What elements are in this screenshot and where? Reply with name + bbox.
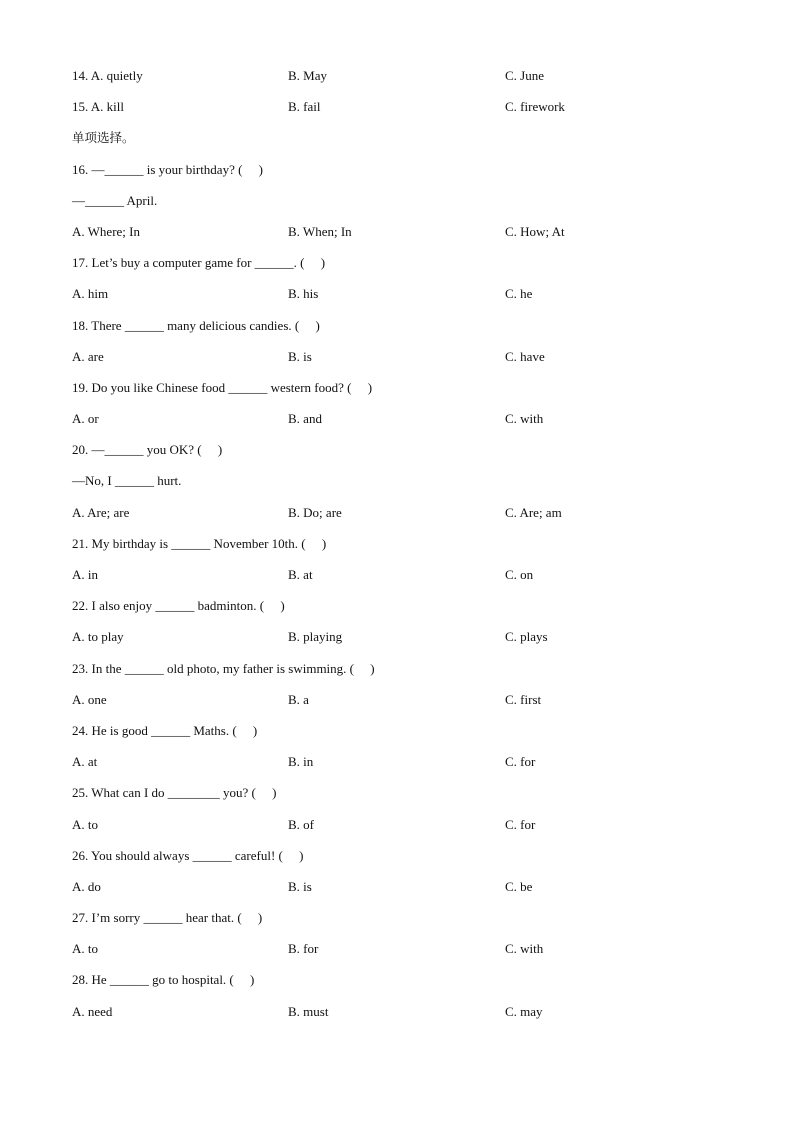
question-text: 20. —______ you OK? ( ) (72, 442, 223, 458)
question-text: 21. My birthday is ______ November 10th. ( ) (72, 535, 327, 551)
option-a: A. one (72, 691, 107, 707)
question-text: 19. Do you like Chinese food ______ western food? ( ) (72, 379, 373, 395)
question-line (72, 590, 732, 621)
options-row (72, 91, 732, 122)
question-line (72, 185, 732, 216)
question-line (72, 528, 732, 559)
option-c: C. with (505, 941, 544, 957)
worksheet-page (72, 60, 732, 1027)
question-text: 17. Let’s buy a computer game for ______. ( ) (72, 255, 326, 271)
options-row (72, 684, 732, 715)
question-line (72, 777, 732, 808)
option-a: A. Are; are (72, 504, 130, 520)
option-b: B. Do; are (288, 504, 342, 520)
option-b: B. at (288, 567, 313, 582)
option-c: C. June (505, 68, 544, 83)
option-b: B. playing (288, 629, 343, 645)
question-text: 24. He is good ______ Maths. ( ) (72, 722, 258, 738)
question-line (72, 247, 732, 278)
question-line (72, 653, 732, 684)
option-c: C. How; At (505, 223, 565, 239)
option-c: C. for (505, 816, 536, 832)
question-line (72, 840, 732, 871)
option-c: C. firework (505, 99, 565, 115)
option-c: C. on (505, 567, 534, 582)
option-c: C. may (505, 1003, 543, 1019)
option-a: A. to (72, 816, 98, 832)
option-b: B. for (288, 941, 319, 957)
options-row (72, 809, 732, 840)
option-a: A. are (72, 348, 104, 364)
options-row (72, 497, 732, 528)
option-a: A. in (72, 567, 98, 582)
option-b: B. and (288, 411, 322, 427)
question-text: —No, I ______ hurt. (72, 473, 182, 489)
option-a: A. at (72, 754, 98, 770)
option-b: B. fail (288, 99, 321, 115)
section-heading (72, 122, 732, 153)
question-text: 18. There ______ many delicious candies. ( ) (72, 317, 320, 333)
question-text: 16. —______ is your birthday? ( ) (72, 161, 264, 177)
option-b: B. in (288, 754, 314, 770)
option-b: B. is (288, 348, 312, 364)
option-b: B. must (288, 1003, 329, 1019)
question-text: —______ April. (72, 192, 158, 208)
options-row (72, 216, 732, 247)
option-b: B. When; In (288, 223, 352, 239)
options-row (72, 559, 732, 590)
options-row (72, 60, 732, 91)
options-row (72, 341, 732, 372)
options-row (72, 871, 732, 902)
options-row (72, 621, 732, 652)
option-b: B. of (288, 816, 314, 832)
option-a: A. do (72, 878, 101, 894)
options-row (72, 278, 732, 309)
option-a: A. to play (72, 629, 124, 645)
options-row (72, 933, 732, 964)
option-b: B. is (288, 878, 312, 894)
section-heading-text: 单项选择。 (72, 130, 135, 146)
option-c: C. have (505, 348, 545, 364)
question-line (72, 434, 732, 465)
question-line (72, 902, 732, 933)
options-row (72, 746, 732, 777)
option-c: C. first (505, 691, 542, 707)
option-c: C. for (505, 754, 536, 770)
question-line (72, 154, 732, 185)
option-a: A. to (72, 941, 98, 957)
question-line (72, 964, 732, 995)
option-c: C. he (505, 286, 533, 302)
option-a: 15. A. kill (72, 99, 125, 115)
question-text: 28. He ______ go to hospital. ( ) (72, 972, 255, 988)
question-text: 27. I’m sorry ______ hear that. ( ) (72, 910, 263, 926)
question-line (72, 310, 732, 341)
question-text: 25. What can I do ________ you? ( ) (72, 785, 277, 801)
question-text: 26. You should always ______ careful! ( ) (72, 847, 304, 863)
option-a: A. or (72, 411, 99, 427)
options-row (72, 996, 732, 1027)
option-a: A. need (72, 1003, 113, 1019)
option-c: C. Are; am (505, 504, 562, 520)
question-text: 23. In the ______ old photo, my father is swimming. ( ) (72, 660, 375, 676)
options-row (72, 403, 732, 434)
question-text: 22. I also enjoy ______ badminton. ( ) (72, 598, 285, 614)
option-b: B. his (288, 286, 319, 302)
option-c: C. with (505, 411, 544, 427)
question-line (72, 372, 732, 403)
option-c: C. be (505, 878, 533, 894)
option-a: A. him (72, 286, 109, 302)
question-line (72, 715, 732, 746)
option-a: A. Where; In (72, 223, 140, 239)
question-line (72, 465, 732, 496)
option-c: C. plays (505, 629, 548, 645)
option-a: 14. A. quietly (72, 68, 143, 83)
option-b: B. May (288, 68, 327, 83)
option-b: B. a (288, 691, 309, 707)
